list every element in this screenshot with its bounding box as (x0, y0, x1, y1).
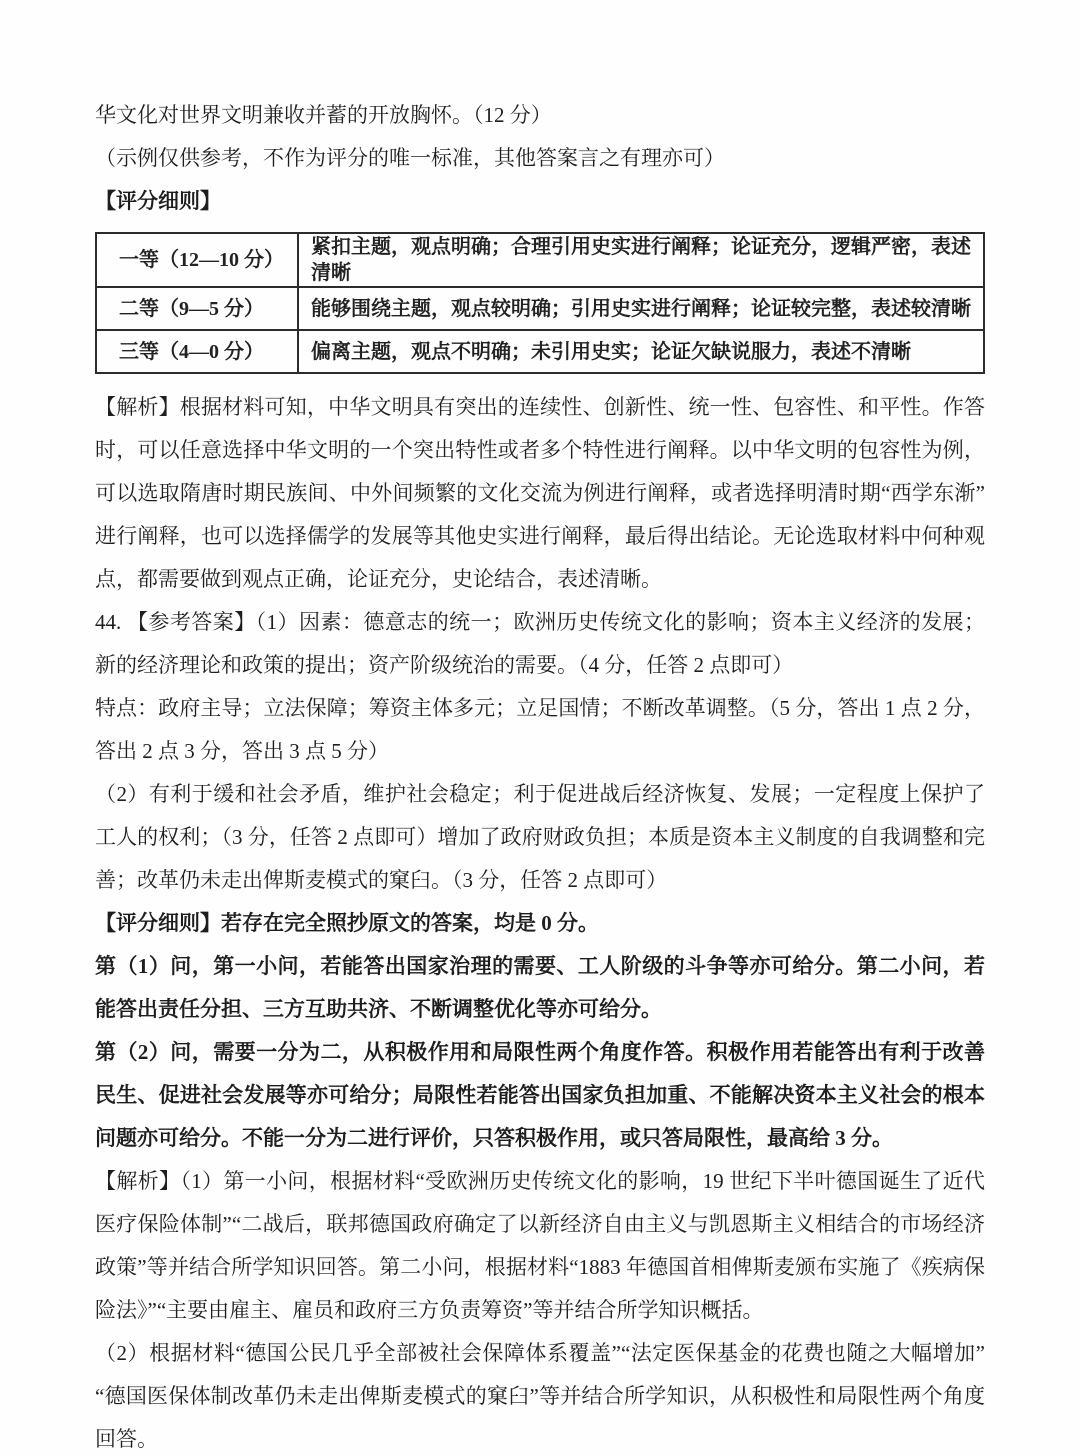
note-line: （示例仅供参考，不作为评分的唯一标准，其他答案言之有理亦可） (95, 146, 725, 170)
answer-44-factors: 44. 【参考答案】（1）因素：德意志的统一；欧洲历史传统文化的影响；资本主义经济的发展；新的经济理论和政策的提出；资产阶级统治的需要。（4 分，任答 2 点即可） (95, 610, 985, 677)
grade-3-criteria: 偏离主题，观点不明确；未引用史实；论证欠缺说服力，表述不清晰 (298, 330, 984, 373)
rubric2-question2: 第（2）问，需要一分为二，从积极作用和局限性两个角度作答。积极作用若能答出有利于改善民生、促进社会发展等亦可给分；局限性若能答出国家负担加重、不能解决资本主义社会的根本问题亦可给分。不能一分为二进行评价，只答积极作用，或只答局限性，最高给 3 分。 (95, 1040, 985, 1150)
analysis-44-question2: （2）根据材料“德国公民几乎全部被社会保障体系覆盖”“法定医保基金的花费也随之大幅增加”“德国医保体制改革仍未走出俾斯麦模式的窠臼”等并结合所学知识，从积极性和局限性两个角度回答。 (95, 1341, 985, 1451)
rubric2-intro: 【评分细则】若存在完全照抄原文的答案，均是 0 分。 (95, 911, 599, 935)
intro-continuation-line: 华文化对世界文明兼收并蓄的开放胸怀。（12 分） (95, 103, 552, 127)
answer-44-features: 特点：政府主导；立法保障；筹资主体多元；立足国情；不断改革调整。（5 分，答出 1 点 2 分，答出 2 点 3 分，答出 3 点 5 分） (95, 696, 985, 763)
rubric2-question1: 第（1）问，第一小问，若能答出国家治理的需要、工人阶级的斗争等亦可给分。第二小问，若能答出责任分担、三方互助共济、不断调整优化等亦可给分。 (95, 954, 985, 1021)
table-row-grade-1 (96, 233, 984, 287)
grade-1-criteria: 紧扣主题，观点明确；合理引用史实进行阐释；论证充分，逻辑严密，表述清晰 (298, 233, 984, 287)
analysis-44-question1: 【解析】（1）第一小问，根据材料“受欧洲历史传统文化的影响，19 世纪下半叶德国诞生了近代医疗保险体制”“二战后，联邦德国政府确定了以新经济自由主义与凯恩斯主义相结合的市场经济政策”等并结合所学知识回答。第二小问，根据材料“1883 年德国首相俾斯麦颁布实施了《疾病保险法》”“主要由雇主、雇员和政府三方负责筹资”等并结合所学知识概括。 (95, 1169, 985, 1322)
table-row-grade-3 (96, 330, 984, 373)
scoring-rubric-table (95, 232, 985, 374)
grade-1-label: 一等（12—10 分） (96, 233, 298, 287)
rubric-heading: 【评分细则】 (95, 189, 221, 213)
grade-2-label: 二等（9—5 分） (96, 287, 298, 330)
analysis-paragraph-q43: 【解析】根据材料可知，中华文明具有突出的连续性、创新性、统一性、包容性、和平性。作答时，可以任意选择中华文明的一个突出特性或者多个特性进行阐释。以中华文明的包容性为例，可以选取隋唐时期民族间、中外间频繁的文化交流为例进行阐释，或者选择明清时期“西学东渐”进行阐释，也可以选择儒学的发展等其他史实进行阐释，最后得出结论。无论选取材料中何种观点，都需要做到观点正确，论证充分，史论结合，表述清晰。 (95, 395, 985, 591)
grade-2-criteria: 能够围绕主题，观点较明确；引用史实进行阐释；论证较完整，表述较清晰 (298, 287, 984, 330)
answer-44-part2: （2）有利于缓和社会矛盾，维护社会稳定；利于促进战后经济恢复、发展；一定程度上保护了工人的权利；（3 分，任答 2 点即可）增加了政府财政负担；本质是资本主义制度的自我调整和完善；改革仍未走出俾斯麦模式的窠臼。（3 分，任答 2 点即可） (95, 782, 985, 892)
table-row-grade-2 (96, 287, 984, 330)
grade-3-label: 三等（4—0 分） (96, 330, 298, 373)
